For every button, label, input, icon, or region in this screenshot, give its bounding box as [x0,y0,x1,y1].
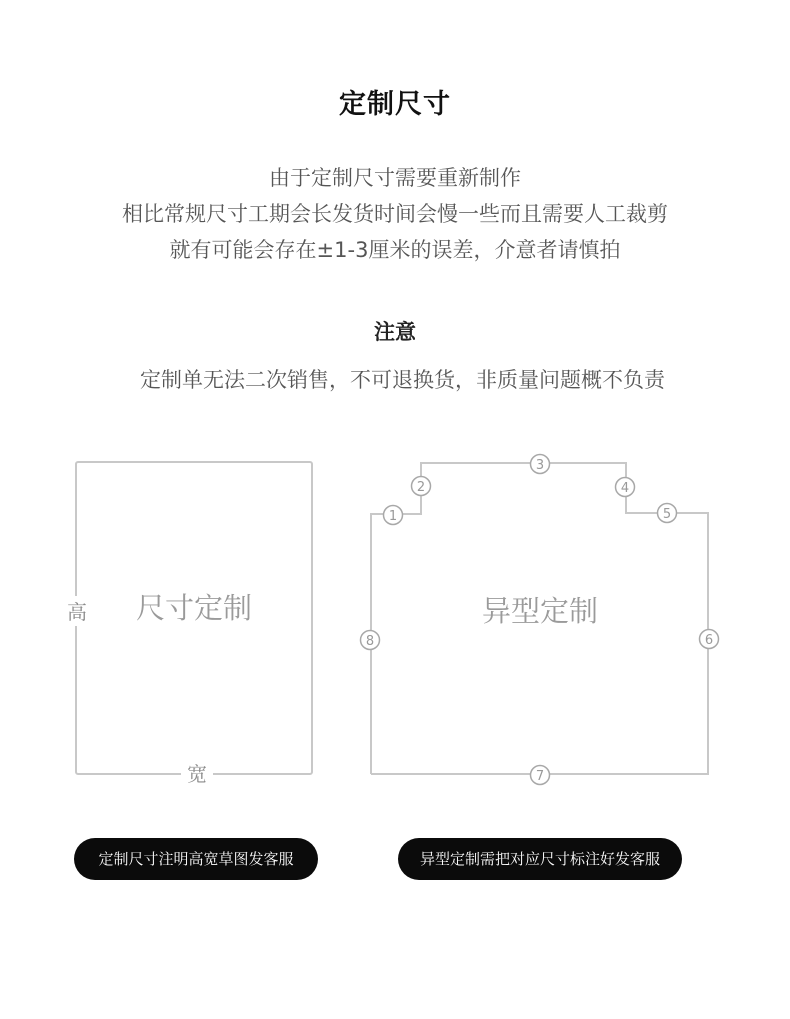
standard-size-label: 尺寸定制 [135,591,253,625]
page-title: 定制尺寸 [339,89,451,120]
marker-7 [531,766,550,785]
standard-size-note-button[interactable]: 定制尺寸注明高宽草图发客服 [74,838,318,880]
marker-4 [616,478,635,497]
height-label: 高 [67,600,87,624]
description-line-1: 由于定制尺寸需要重新制作 [269,166,521,190]
svg-text:3: 3 [535,458,545,473]
svg-text:8: 8 [365,634,375,649]
custom-shape-note-button[interactable]: 异型定制需把对应尺寸标注好发客服 [398,838,682,880]
notice-text: 定制单无法二次销售，不可退换货，非质量问题概不负责 [140,368,665,392]
marker-5 [658,504,677,523]
svg-text:6: 6 [704,633,714,648]
width-label: 宽 [187,762,207,786]
marker-8 [361,631,380,650]
description-line-3: 就有可能会存在±1-3厘米的误差，介意者请慎拍 [169,238,621,262]
marker-2 [412,477,431,496]
custom-shape-label: 异型定制 [481,594,599,628]
svg-text:4: 4 [620,481,630,496]
marker-3 [531,455,550,474]
description-line-2: 相比常规尺寸工期会长发货时间会慢一些而且需要人工裁剪 [122,202,668,226]
marker-6 [700,630,719,649]
marker-1 [384,506,403,525]
svg-text:7: 7 [535,769,545,784]
svg-text:1: 1 [388,509,398,524]
svg-text:5: 5 [662,507,672,522]
svg-text:2: 2 [416,480,426,495]
notice-title: 注意 [374,320,416,344]
